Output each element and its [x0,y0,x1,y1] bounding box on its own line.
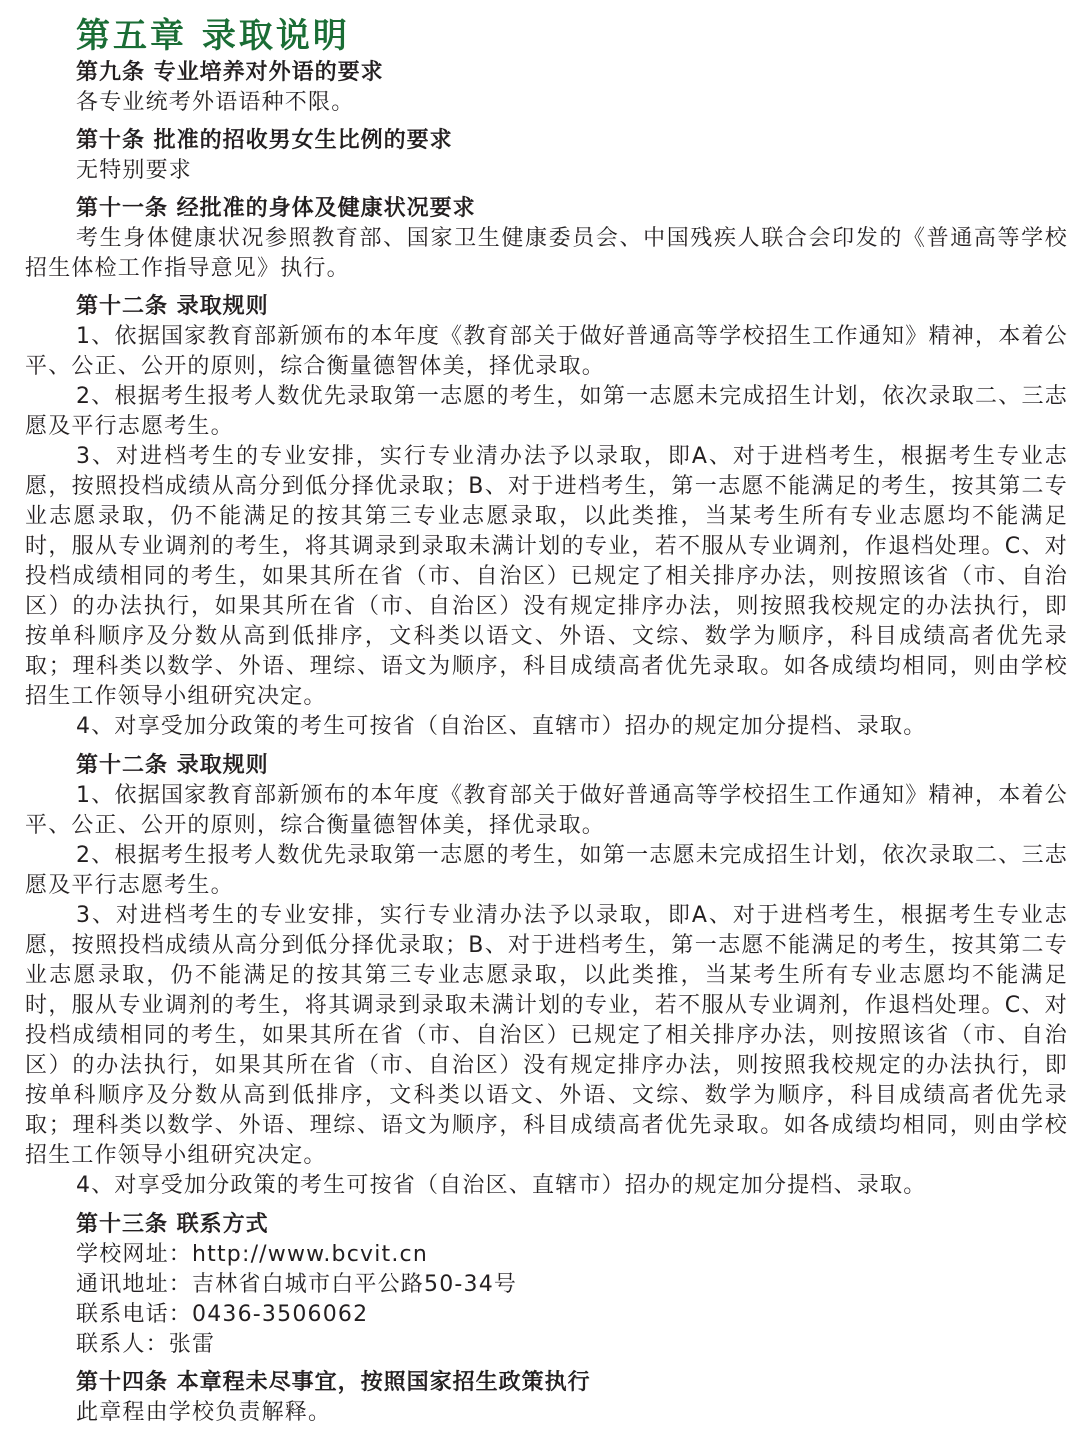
article-14 [25,1368,1068,1428]
article-heading: 第十二条 录取规则 [76,294,269,319]
article-heading: 第十三条 联系方式 [76,1212,269,1237]
chapter-title: 第五章 录取说明 [76,16,350,56]
article-9 [25,58,1068,118]
article-text: 此章程由学校负责解释。 [76,1400,332,1425]
article-11 [25,194,1068,284]
article-10 [25,126,1068,186]
article-12-first [25,292,1068,742]
article-paragraph: 3、对进档考生的专业安排，实行专业清办法予以录取，即A、对于进档考生，根据考生专业志愿，按照投档成绩从高分到低分择优录取；B、对于进档考生，第一志愿不能满足的考生，按其第二专业志愿录取，仍不能满足的按其第三专业志愿录取，以此类推，当某考生所有专业志愿均不能满足时，服从专业调剂的考生，将其调录到录取未满计划的专业，若不服从专业调剂，作退档处理。C、对投档成绩相同的考生，如果其所在省（市、自治区）已规定了相关排序办法，则按照该省（市、自治区）的办法执行，如果其所在省（市、自治区）没有规定排序办法，则按照我校规定的办法执行，即按单科顺序及分数从高到低排序，文科类以语文、外语、文综、数学为顺序，科目成绩高者优先录取；理科类以数学、外语、理综、语文为顺序，科目成绩高者优先录取。如各成绩均相同，则由学校招生工作领导小组研究决定。 [25,444,1068,709]
contact-address: 通讯地址：吉林省白城市白平公路50-34号 [76,1272,518,1297]
article-paragraph: 1、依据国家教育部新颁布的本年度《教育部关于做好普通高等学校招生工作通知》精神，本着公平、公正、公开的原则，综合衡量德智体美，择优录取。 [25,324,1068,379]
article-heading: 第十条 批准的招收男女生比例的要求 [76,128,453,153]
article-paragraph: 4、对享受加分政策的考生可按省（自治区、直辖市）招办的规定加分提档、录取。 [76,1173,927,1198]
article-paragraph: 考生身体健康状况参照教育部、国家卫生健康委员会、中国残疾人联合会印发的《普通高等学校招生体检工作指导意见》执行。 [25,226,1068,281]
article-12-second [25,751,1068,1201]
article-paragraph: 3、对进档考生的专业安排，实行专业清办法予以录取，即A、对于进档考生，根据考生专业志愿，按照投档成绩从高分到低分择优录取；B、对于进档考生，第一志愿不能满足的考生，按其第二专业志愿录取，仍不能满足的按其第三专业志愿录取，以此类推，当某考生所有专业志愿均不能满足时，服从专业调剂的考生，将其调录到录取未满计划的专业，若不服从专业调剂，作退档处理。C、对投档成绩相同的考生，如果其所在省（市、自治区）已规定了相关排序办法，则按照该省（市、自治区）的办法执行，如果其所在省（市、自治区）没有规定排序办法，则按照我校规定的办法执行，即按单科顺序及分数从高到低排序，文科类以语文、外语、文综、数学为顺序，科目成绩高者优先录取；理科类以数学、外语、理综、语文为顺序，科目成绩高者优先录取。如各成绩均相同，则由学校招生工作领导小组研究决定。 [25,903,1068,1168]
contact-person: 联系人：张雷 [76,1332,216,1357]
contact-phone: 联系电话：0436-3506062 [76,1302,369,1327]
article-text: 各专业统考外语语种不限。 [76,90,355,115]
article-paragraph: 1、依据国家教育部新颁布的本年度《教育部关于做好普通高等学校招生工作通知》精神，本着公平、公正、公开的原则，综合衡量德智体美，择优录取。 [25,783,1068,838]
article-heading: 第十一条 经批准的身体及健康状况要求 [76,196,476,221]
article-paragraph: 4、对享受加分政策的考生可按省（自治区、直辖市）招办的规定加分提档、录取。 [76,714,927,739]
article-heading: 第十二条 录取规则 [76,753,269,778]
article-13-contact [25,1210,1068,1360]
article-paragraph: 2、根据考生报考人数优先录取第一志愿的考生，如第一志愿未完成招生计划，依次录取二、三志愿及平行志愿考生。 [25,384,1068,439]
article-text: 无特别要求 [76,158,193,183]
article-heading: 第十四条 本章程未尽事宜，按照国家招生政策执行 [76,1370,591,1395]
article-paragraph: 2、根据考生报考人数优先录取第一志愿的考生，如第一志愿未完成招生计划，依次录取二、三志愿及平行志愿考生。 [25,843,1068,898]
contact-website: 学校网址：http://www.bcvit.cn [76,1242,429,1267]
article-heading: 第九条 专业培养对外语的要求 [76,60,384,85]
